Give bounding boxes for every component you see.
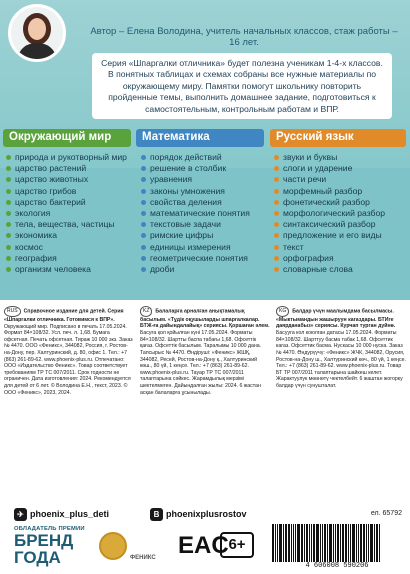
publisher-logo: ФЕНИКС [130,555,156,561]
list-item: география [5,253,127,264]
list-item: фонетический разбор [273,197,385,208]
imprint-body: Басууга кол коюлган датасы 17.05.2024. Форматы 84×108/32. Шарттуу басма табак 1,68. Офсеттик кагаз. Офсеттик басма. Нускасы 10 000 нуска. Заказ № 4470. Өндүрүүчү: «Феникс» ЖЧК, 344082, Орусия, Ростов-на-Дону ш., Халтуринский көч., 80 үй, 1 кеңсе. Тел.: +7 (863) 261-89-62. www.phoenix-plus.ru. Товар БТ ТР 007/2011 талаптарына шайкеш келет. Жарактуулук мөөнөтү чектелбейт. 6 жаштан жогорку балдар үчүн сунушталат. [276,330,406,390]
column-title-russian: Русский язык [270,129,406,147]
lang-badge: KZ [140,306,152,317]
award-word-2: ГОДА [14,548,61,567]
imprint-title: Балаларға арналған анықтамалық басылым. «Тұдік оқушыларды шпаргалкалар. БТЖ-ға дайындалайық» сериясы. Қоршаған әлем. [140,308,270,330]
barcode-bar [313,524,315,562]
barcode-bar [297,524,300,562]
barcode-bar [275,524,276,562]
barcode-bar [342,524,344,562]
list-item: морфемный разбор [273,186,385,197]
barcode-bar [374,524,375,562]
list-item: звуки и буквы [273,152,385,163]
barcode-bar [272,524,274,562]
brand-award [14,526,144,570]
list-item: царство животных [5,174,127,185]
barcode-bar [345,524,347,562]
medal-icon [99,532,127,560]
barcode-number: 4 606008 590206 [305,562,369,570]
barcode-bar [320,524,321,562]
author-photo [8,4,66,62]
topic-list-world [5,152,127,275]
age-rating: 6+ [220,532,254,558]
list-item: единицы измерения [140,242,250,253]
barcode-bar [291,524,292,562]
barcode-bar [304,524,305,562]
barcode-bar [337,524,339,562]
barcode-bar [348,524,349,562]
list-item: законы умножения [140,186,250,197]
author-line: Автор – Елена Володина, учитель начальных классов, стаж работы – 16 лет. [90,26,398,48]
column-title-math: Математика [136,129,264,147]
topic-list-russian [273,152,385,275]
barcode-bar [301,524,303,562]
list-item: организм человека [5,264,127,275]
barcode-bar [288,524,290,562]
vk-icon: В [150,508,163,521]
award-caption: ОБЛАДАТЕЛЬ ПРЕМИИ [14,526,85,532]
series-description: Серия «Шпаргалки отличника» будет полезна ученикам 1-4-х классов. В понятных таблицах и схемах собраны все нужные материалы по окружающему миру. Памятки помогут школьнику повторить пройденные темы, выполнить домашнее задание, подготовиться к самостоятельным, контрольным работам и ВПР. [92,53,392,119]
author-portrait-icon [11,7,63,59]
eac-mark: EAC [178,532,229,559]
social-handle-text: phoenix_plus_deti [30,509,110,519]
barcode-bar [279,524,282,562]
imprint-column-kg [276,306,406,390]
barcode-bar [316,524,319,562]
imprint-title: Справочное издание для детей. Серия «Шпаргалки отличника. Готовимся к ВПР». [4,308,124,323]
list-item: морфологический разбор [273,208,385,219]
list-item: космос [5,242,127,253]
barcode-bar [324,524,326,562]
list-item: математические понятия [140,208,250,219]
list-item: дроби [140,264,250,275]
list-item: орфография [273,253,385,264]
list-item: римские цифры [140,230,250,241]
barcode-bar [350,524,351,562]
barcode-bar [311,524,312,562]
list-item: текстовые задачи [140,219,250,230]
list-item: слоги и ударение [273,163,385,174]
telegram-icon: ✈ [14,508,27,521]
social-handle-2[interactable] [150,506,247,522]
list-item: синтаксический разбор [273,219,385,230]
imprint-body: Басуға қол қойылған күні 17.05.2024. Форматы 84×108/32. Шартты баспа табағы 1,68. Офсеттік қағаз. Офсеттік басылым. Таралымы 10 000 дана. Тапсырыс № 4470. Өндіруші: «Феникс» ЖШҚ, 344082, Ресей, Ростов-на-Дону қ., Халтуринский көш., 80 үй, 1 кеңсе. Тел.: +7 (863) 261-89-62. www.phoenix-plus.ru. Тауар ТР ТС 007/2011 талаптарына сәйкес. Жарамдылық мерзімі шектелмеген. Дайындалған жылы: 2024. 6 жастан асқан балаларға ұсынылады. [140,330,262,396]
social-handle-1[interactable] [14,506,109,522]
barcode-bar [356,524,357,562]
barcode-bar [376,524,378,562]
barcode-bar [363,524,365,562]
barcode-bar [340,524,341,562]
imprint-body: Окружающий мир. Подписано в печать 17.05.2024. Формат 84×108/32. Усл. печ. л. 1,68. Бумага офсетная. Печать офсетная. Тираж 10 000 экз. Заказ № 4470. ООО «Феникс», 344082, Россия, г. Ростов-на-Дону, пер. Халтуринский, д. 80, офис 1. Тел.: +7 (863) 261-89-62. www.phoenix-plus.ru. Отпечатано: ООО «Издательство Феникс». Товар соответствует требованиям ТР ТС 007/2011. Срок годности не ограничен. Дата изготовления: 2024. Рекомендуется для детей от 6 лет. © Володина Е.Н., текст, 2023. © ООО «Феникс», 2023, 2024. [4,323,133,396]
imprint-column-rus [4,306,134,397]
barcode-icon [272,524,402,562]
column-title-world: Окружающий мир [3,129,131,147]
topic-list-math [140,152,250,275]
article-number: ел. 65792 [370,510,402,517]
barcode-bar [358,524,359,562]
list-item: текст [273,242,385,253]
list-item: геометрические понятия [140,253,250,264]
barcode-area [272,524,402,570]
barcode-bar [335,524,336,562]
list-item: решение в столбик [140,163,250,174]
barcode-bar [293,524,294,562]
imprint-title: Балдар үчүн маалымдама басылмасы. «Мыктымандын жашыруун кагаздары. БТИге даярданабыз» сериясы. Курчап турган дүйнө. [276,308,396,330]
barcode-bar [285,524,287,562]
barcode-bar [309,524,310,562]
social-handle-text: phoenixplusrostov [166,509,247,519]
barcode-bar [333,524,334,562]
list-item: предложение и его виды [273,230,385,241]
barcode-bar [283,524,284,562]
list-item: царство грибов [5,186,127,197]
list-item: природа и рукотворный мир [5,152,127,163]
barcode-bar [368,524,369,562]
barcode-bar [360,524,362,562]
list-item: словарные слова [273,264,385,275]
award-word-1: БРЕНД [14,531,74,550]
barcode-bar [352,524,355,562]
list-item: порядок действий [140,152,250,163]
list-item: царство бактерий [5,197,127,208]
imprint-column-kz [140,306,270,397]
lang-badge: RUS [4,306,21,317]
barcode-bar [366,524,367,562]
list-item: экономика [5,230,127,241]
barcode-bar [327,524,328,562]
lang-badge: KG [276,306,289,317]
barcode-bar [277,524,278,562]
list-item: экология [5,208,127,219]
list-item: уравнения [140,174,250,185]
barcode-bar [295,524,296,562]
list-item: части речи [273,174,385,185]
barcode-bar [379,524,380,562]
list-item: царство растений [5,163,127,174]
barcode-bar [306,524,308,562]
barcode-bar [329,524,332,562]
barcode-bar [322,524,323,562]
barcode-bar [370,524,373,562]
list-item: тела, вещества, частицы [5,219,127,230]
list-item: свойства деления [140,197,250,208]
